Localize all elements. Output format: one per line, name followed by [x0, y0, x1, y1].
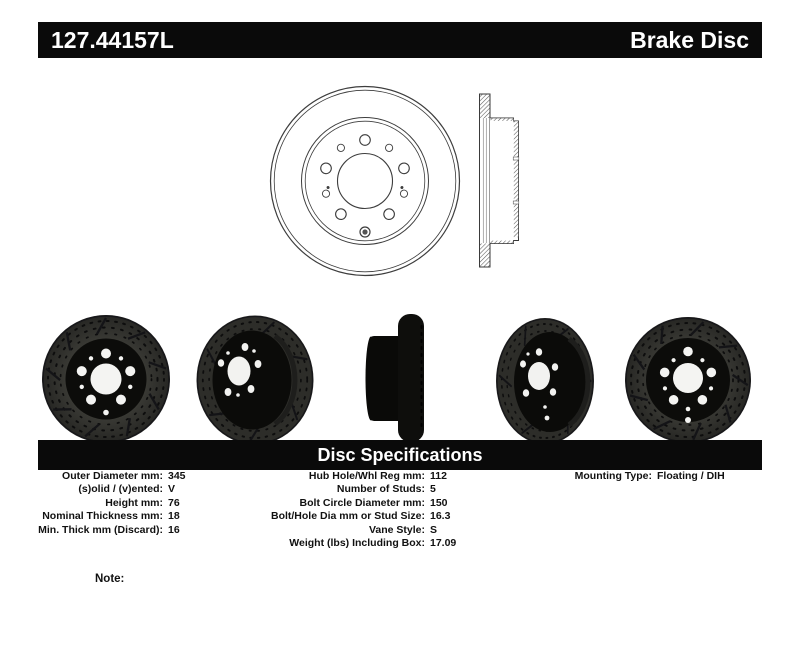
spec-label: Height mm: — [105, 496, 163, 509]
note-label: Note: — [95, 573, 125, 585]
spec-label: Mounting Type: — [574, 470, 652, 482]
spec-section-title: Disc Specifications — [317, 444, 483, 465]
spec-row — [170, 483, 456, 496]
spec-value: V — [168, 483, 176, 496]
brake-disc-side-drawing — [470, 85, 530, 275]
spec-row — [478, 470, 725, 483]
product-photos — [0, 308, 800, 450]
spec-label: Bolt/Hole Dia mm or Stud Size: — [270, 510, 425, 523]
spec-row — [170, 470, 456, 483]
photo-edge-profile-view — [366, 314, 425, 442]
spec-label: Vane Style: — [368, 523, 425, 536]
spec-label: Number of Studs: — [336, 483, 425, 496]
spec-value: 5 — [430, 483, 436, 496]
spec-label: Weight (lbs) Including Box: — [289, 537, 425, 550]
spec-label: Outer Diameter mm: — [62, 470, 163, 482]
spec-label: Nominal Thickness mm: — [42, 510, 163, 523]
spec-value: Floating / DIH — [657, 470, 725, 482]
spec-column-middle — [170, 470, 456, 550]
spec-row — [170, 537, 456, 550]
part-number: 127.44157L — [51, 26, 174, 53]
spec-label: Min. Thick mm (Discard): — [38, 523, 163, 536]
spec-value: 16 — [168, 523, 180, 536]
spec-row — [38, 524, 186, 537]
spec-row — [38, 470, 186, 483]
spec-value: 76 — [168, 496, 180, 509]
spec-row — [170, 510, 456, 523]
photo-three-quarter-right-view — [496, 318, 594, 444]
spec-value: S — [430, 523, 438, 536]
spec-row — [38, 497, 186, 510]
spec-row — [170, 497, 456, 510]
spec-value: 16.3 — [430, 510, 451, 523]
spec-column-right — [478, 470, 725, 483]
photo-front-view — [42, 315, 170, 443]
spec-label: Bolt Circle Diameter mm: — [299, 496, 425, 509]
photo-rear-face-view — [625, 317, 751, 443]
spec-label: Hub Hole/Whl Reg mm: — [308, 470, 425, 482]
spec-value: 17.09 — [430, 537, 457, 550]
spec-row — [38, 483, 186, 496]
spec-label: (s)olid / (v)ented: — [78, 483, 163, 496]
photo-three-quarter-left-view — [197, 316, 314, 445]
spec-value: 112 — [430, 470, 447, 482]
spec-value: 345 — [168, 470, 186, 482]
brake-disc-front-drawing — [263, 79, 467, 283]
spec-section-header — [38, 440, 762, 470]
spec-row — [38, 510, 186, 523]
spec-value: 18 — [168, 510, 180, 523]
spec-row — [170, 524, 456, 537]
spec-value: 150 — [430, 496, 448, 509]
spec-column-left — [38, 470, 186, 537]
product-name: Brake Disc — [630, 26, 749, 53]
header-bar — [38, 22, 762, 58]
